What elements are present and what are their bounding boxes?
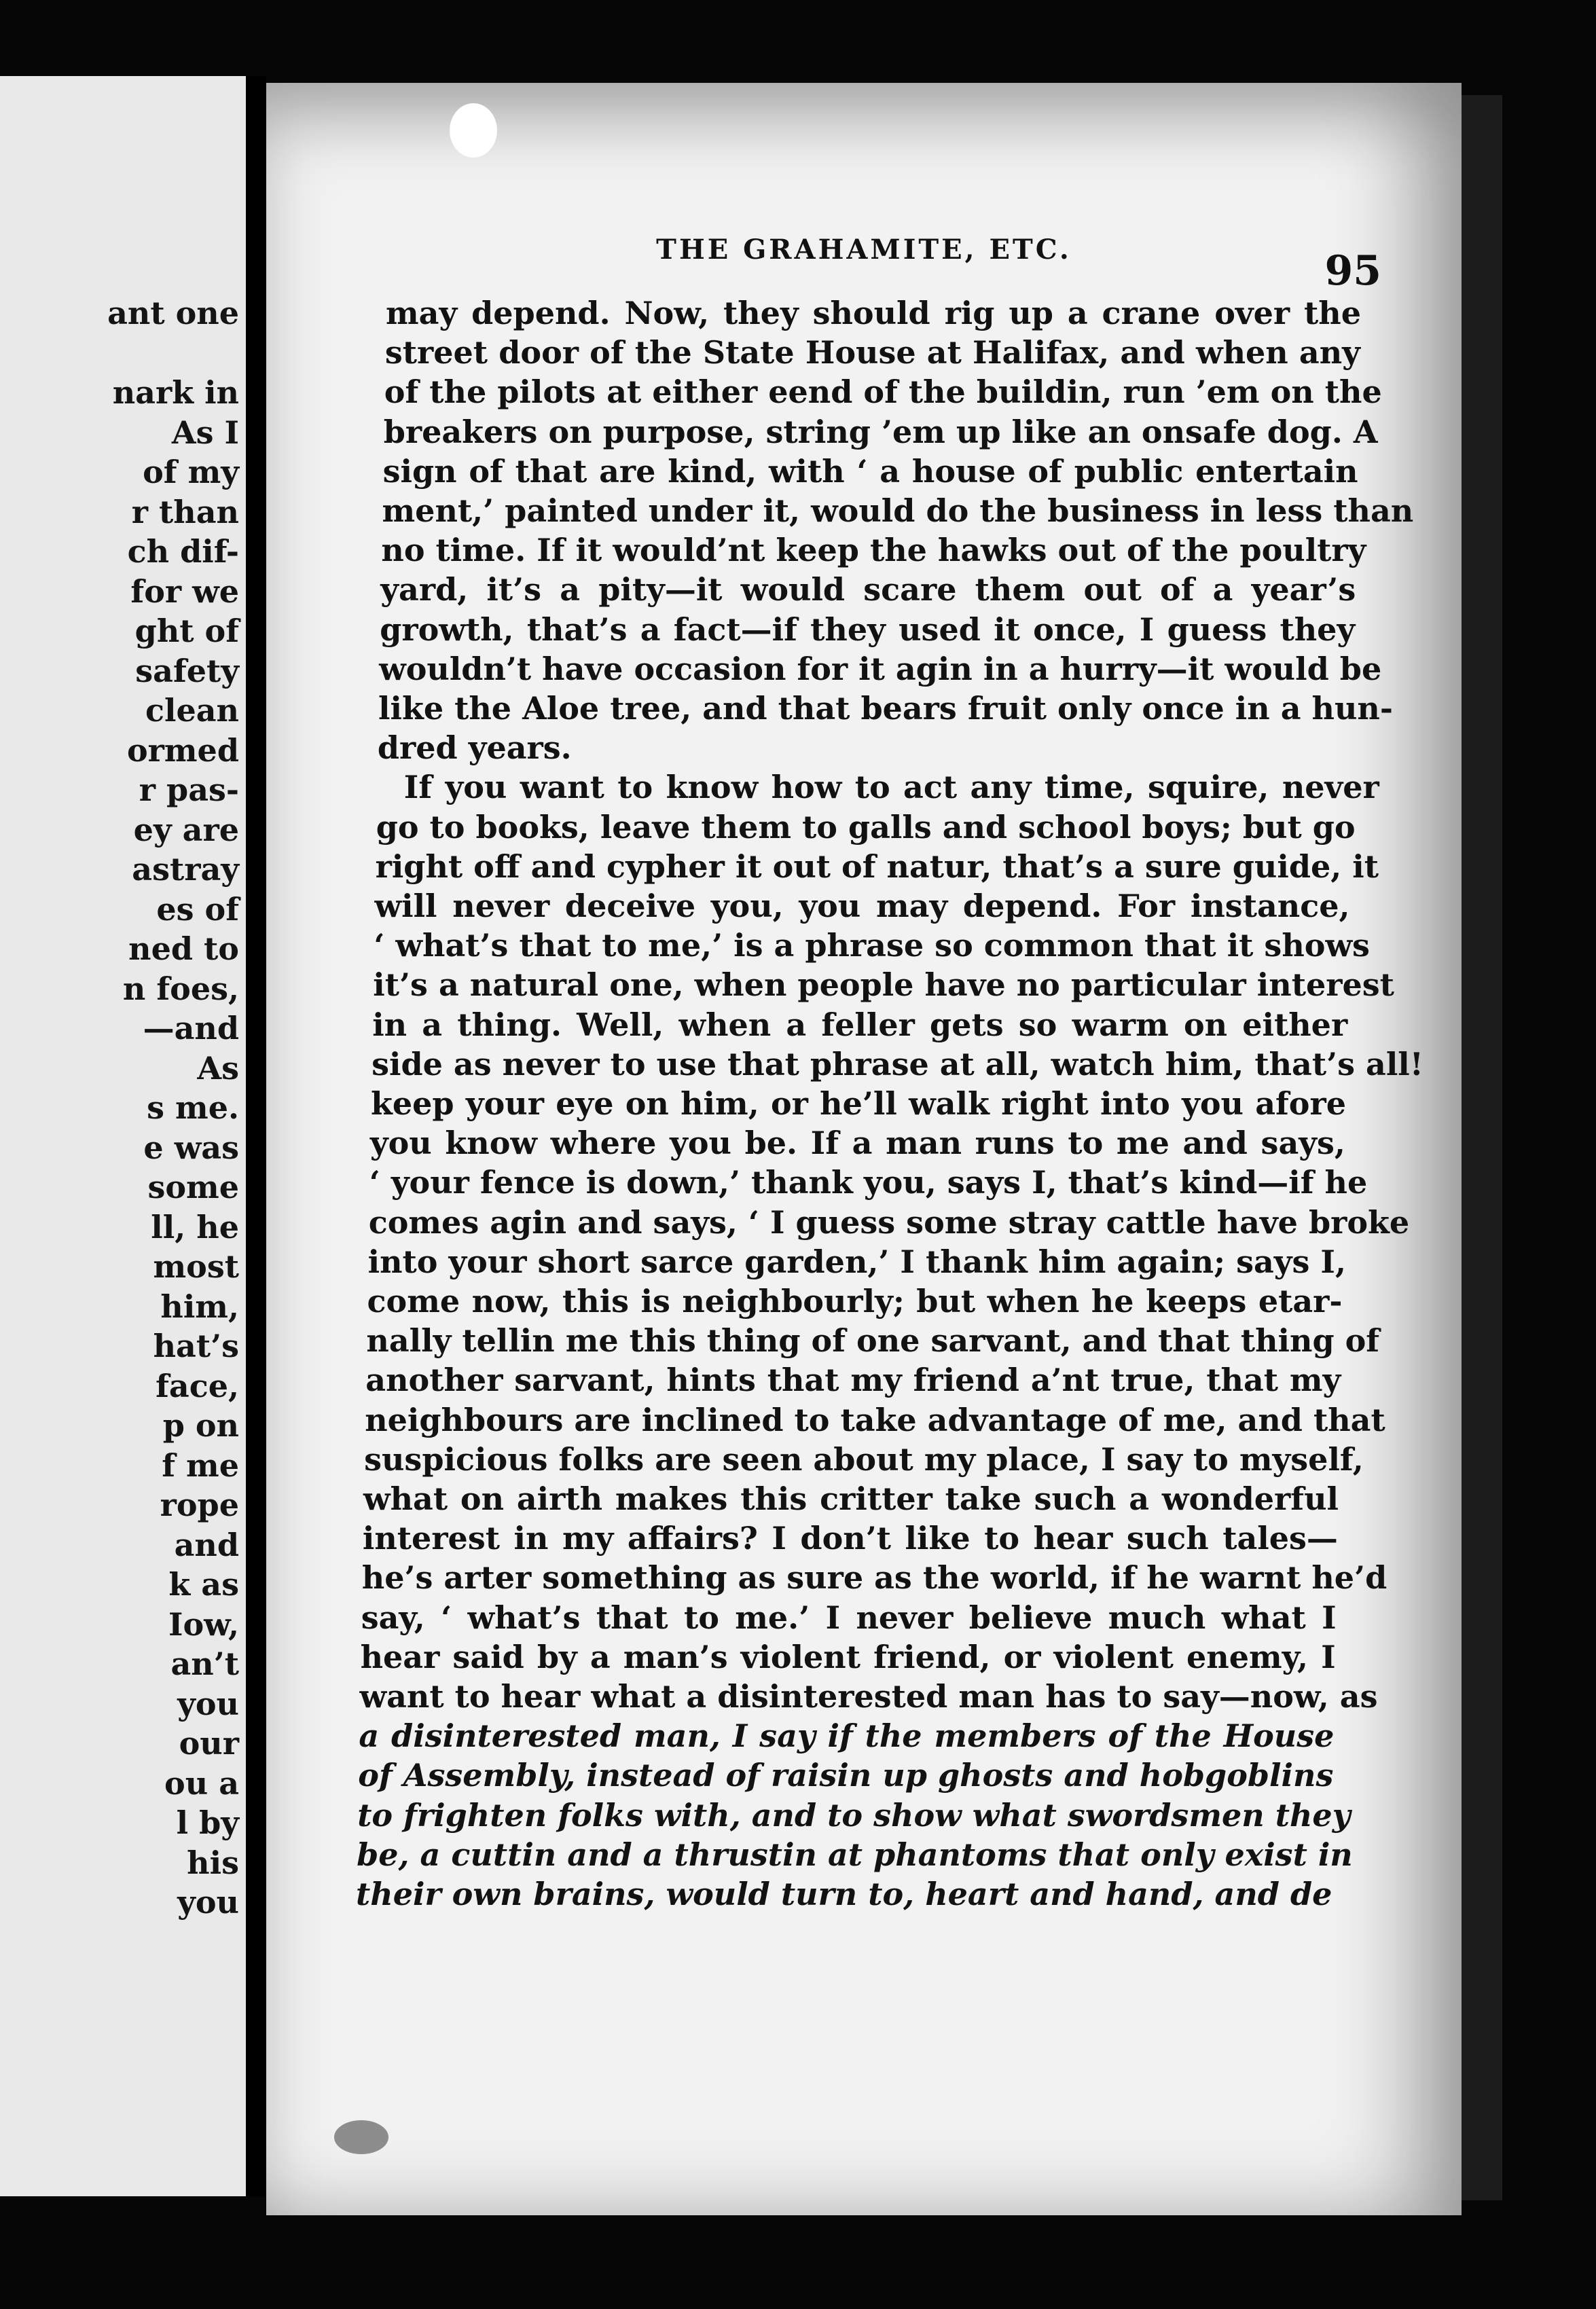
text-line: neighbours are inclined to take advantage of me, and that xyxy=(365,1401,1385,1438)
text-line: interest in my affairs? I don’t like to hear such tales— xyxy=(362,1520,1338,1557)
text-line: growth, that’s a fact—if they used it once, I guess they xyxy=(380,611,1356,648)
text-line: suspicious folks are seen about my place, I say to myself, xyxy=(364,1440,1364,1478)
left-page-line: nark in xyxy=(112,374,239,411)
text-line: keep your eye on him, or he’ll walk right into you afore xyxy=(371,1085,1346,1122)
text-line: wouldn’t have occasion for it agin in a hurry—it would be xyxy=(379,650,1382,687)
text-line: will never deceive you, you may depend. For instance, xyxy=(374,888,1350,924)
page-edge-shadow xyxy=(1462,95,1502,2200)
left-page-line: ch dif- xyxy=(127,533,239,570)
text-line: sign of that are kind, with ‘ a house of public entertain xyxy=(382,452,1358,490)
left-page-line: safety xyxy=(135,652,239,689)
left-page-line: ant one xyxy=(107,295,239,331)
left-page-line: you xyxy=(177,1884,239,1921)
text-line: come now, this is neighbourly; but when he keeps etar- xyxy=(367,1283,1343,1320)
right-page xyxy=(266,83,1462,2215)
text-line: what on airth makes this critter take such a wonderful xyxy=(363,1480,1339,1517)
text-line: a disinterested man, I say if the members of the House xyxy=(359,1717,1335,1755)
left-page-line: l by xyxy=(176,1804,239,1841)
left-page-line: hat’s xyxy=(153,1328,239,1364)
text-line: another sarvant, hints that my friend a’nt true, that my xyxy=(365,1362,1341,1399)
text-line: comes agin and says, ‘ I guess some stray cattle have broke xyxy=(368,1203,1410,1241)
paper-stain xyxy=(334,2120,388,2154)
text-line: right off and cypher it out of natur, that’s a sure guide, it xyxy=(375,848,1379,885)
left-page-line: es of xyxy=(156,890,239,928)
left-page-line: As I xyxy=(171,414,239,451)
text-line: go to books, leave them to galls and school boys; but go xyxy=(376,808,1356,846)
text-line: want to hear what a disinterested man has to say—now, as xyxy=(359,1678,1378,1715)
text-line: breakers on purpose, string ’em up like an onsafe dog. A xyxy=(383,413,1378,450)
text-line: street door of the State House at Halifax, and when any xyxy=(384,334,1360,371)
left-page-line: ll, he xyxy=(151,1208,239,1246)
left-page-line: s me. xyxy=(147,1089,239,1126)
left-page-line: and xyxy=(174,1526,239,1563)
page-number: 95 xyxy=(1324,247,1381,295)
left-page-line: clean xyxy=(145,692,239,729)
left-page-line: r than xyxy=(131,493,239,530)
text-line: no time. If it would’nt keep the hawks out of the poultry xyxy=(381,532,1366,569)
paper-stain xyxy=(450,103,497,158)
text-line: may depend. Now, they should rig up a crane over the xyxy=(386,295,1361,331)
text-line: to frighten folks with, and to show what swordsmen they xyxy=(357,1796,1351,1834)
text-line: be, a cuttin and a thrustin at phantoms that only exist in xyxy=(357,1836,1353,1873)
left-page-line: n foes, xyxy=(122,970,239,1007)
text-line: he’s arter something as sure as the world, if he warnt he’d xyxy=(361,1559,1388,1597)
book-gutter xyxy=(246,76,266,2196)
left-page-line: most xyxy=(153,1248,239,1285)
text-line: ‘ your fence is down,’ thank you, says I, that’s kind—if he xyxy=(369,1164,1368,1201)
left-page-line: him, xyxy=(160,1288,239,1325)
left-page-line: r pas- xyxy=(139,771,239,808)
left-page-line: f me xyxy=(162,1447,239,1484)
text-line: of the pilots at either eend of the buildin, run ’em on the xyxy=(384,374,1382,411)
text-line: ‘ what’s that to me,’ is a phrase so common that it shows xyxy=(374,927,1370,964)
left-page-line: k as xyxy=(168,1566,239,1603)
left-page-line: ey are xyxy=(133,811,239,848)
left-page-line: ou a xyxy=(164,1764,239,1802)
text-line: like the Aloe tree, and that bears fruit only once in a hun- xyxy=(378,690,1393,727)
text-line: it’s a natural one, when people have no particular interest xyxy=(373,966,1394,1004)
left-page-line: e was xyxy=(143,1129,239,1166)
running-head: THE GRAHAMITE, ETC. xyxy=(656,234,1072,266)
left-page-line: p on xyxy=(162,1407,239,1444)
text-line: in a thing. Well, when a feller gets so warm on either xyxy=(372,1006,1348,1043)
text-line: side as never to use that phrase at all, watch him, that’s all! xyxy=(371,1045,1423,1083)
text-line: of Assembly, instead of raisin up ghosts and hobgoblins xyxy=(358,1757,1334,1794)
text-line: into your short sarce garden,’ I thank him again; says I, xyxy=(367,1243,1346,1280)
left-page-line: ormed xyxy=(126,731,239,769)
text-line: say, ‘ what’s that to me.’ I never believe much what I xyxy=(361,1599,1337,1636)
left-page-line: As xyxy=(197,1049,239,1087)
text-line: yard, it’s a pity—it would scare them out of a year’s xyxy=(380,571,1356,608)
text-line: their own brains, would turn to, heart and hand, and de xyxy=(356,1876,1332,1912)
text-line: dred years. xyxy=(377,729,572,767)
text-line: If you want to know how to act any time, squire, never xyxy=(403,769,1379,806)
text-line: nally tellin me this thing of one sarvant, and that thing of xyxy=(366,1322,1380,1360)
left-page-line: rope xyxy=(160,1487,239,1523)
left-page-line: ght of xyxy=(134,613,239,649)
left-page-line: astray xyxy=(132,851,239,888)
left-page-line: an’t xyxy=(170,1646,239,1682)
left-page xyxy=(0,76,246,2196)
left-page-line: —and xyxy=(143,1010,239,1047)
left-page-line: face, xyxy=(156,1367,239,1404)
left-page-line: you xyxy=(177,1685,239,1722)
text-line: hear said by a man’s violent friend, or violent enemy, I xyxy=(360,1638,1336,1675)
left-page-line: ned to xyxy=(128,930,239,967)
left-page-line: of my xyxy=(143,454,239,490)
left-page-line: for we xyxy=(130,572,239,610)
left-page-line: some xyxy=(147,1169,239,1205)
text-line: ment,’ painted under it, would do the business in less than xyxy=(382,492,1414,529)
text-line: you know where you be. If a man runs to me and says, xyxy=(369,1125,1345,1162)
left-page-line: Iow, xyxy=(168,1605,239,1643)
left-page-line: our xyxy=(179,1725,239,1762)
left-page-line: his xyxy=(187,1844,239,1881)
